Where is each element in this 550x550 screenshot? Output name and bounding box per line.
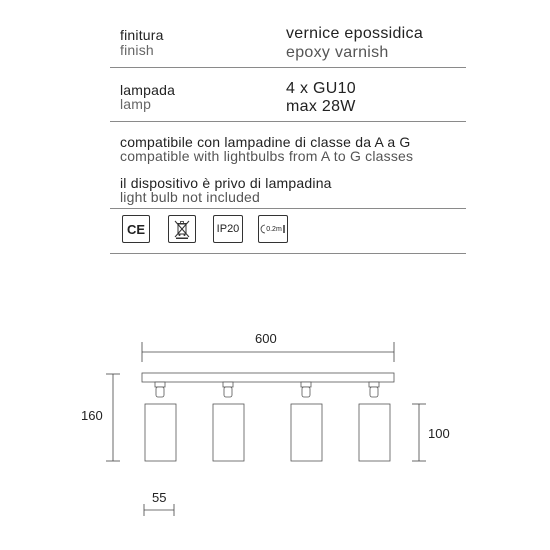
width-dimension-label: 600: [255, 331, 277, 346]
spotlight-2: [213, 382, 244, 461]
finish-value-en: epoxy varnish: [286, 44, 389, 61]
ip-rating-text: IP20: [216, 223, 240, 235]
bulb-note-en: light bulb not included: [120, 189, 261, 205]
min-distance-text: 0.2m: [266, 225, 282, 233]
mounting-bar: [142, 373, 394, 382]
compatibility-text-en: compatible with lightbulbs from A to G classes: [120, 148, 414, 164]
lamp-value-count: 4 x GU10: [286, 80, 356, 97]
spotlight-1: [145, 382, 176, 461]
spotlight-3: [291, 382, 322, 461]
ce-mark-text: CE: [126, 221, 146, 237]
spot-width-dimension-label: 55: [152, 490, 167, 505]
spot-height-dimension-label: 100: [428, 426, 450, 441]
total-height-dimension-label: 160: [81, 408, 103, 423]
finish-label-it: finitura: [120, 27, 164, 43]
finish-value-it: vernice epossidica: [286, 25, 424, 42]
finish-label-en: finish: [120, 42, 154, 58]
lamp-label-it: lampada: [120, 82, 176, 98]
spotlight-4: [359, 382, 390, 461]
lamp-label-en: lamp: [120, 96, 152, 112]
compatibility-text-it: compatibile con lampadine di classe da A a G: [120, 134, 411, 150]
lamp-value-power: max 28W: [286, 98, 356, 115]
bulb-note-it: il dispositivo è privo di lampadina: [120, 175, 332, 191]
